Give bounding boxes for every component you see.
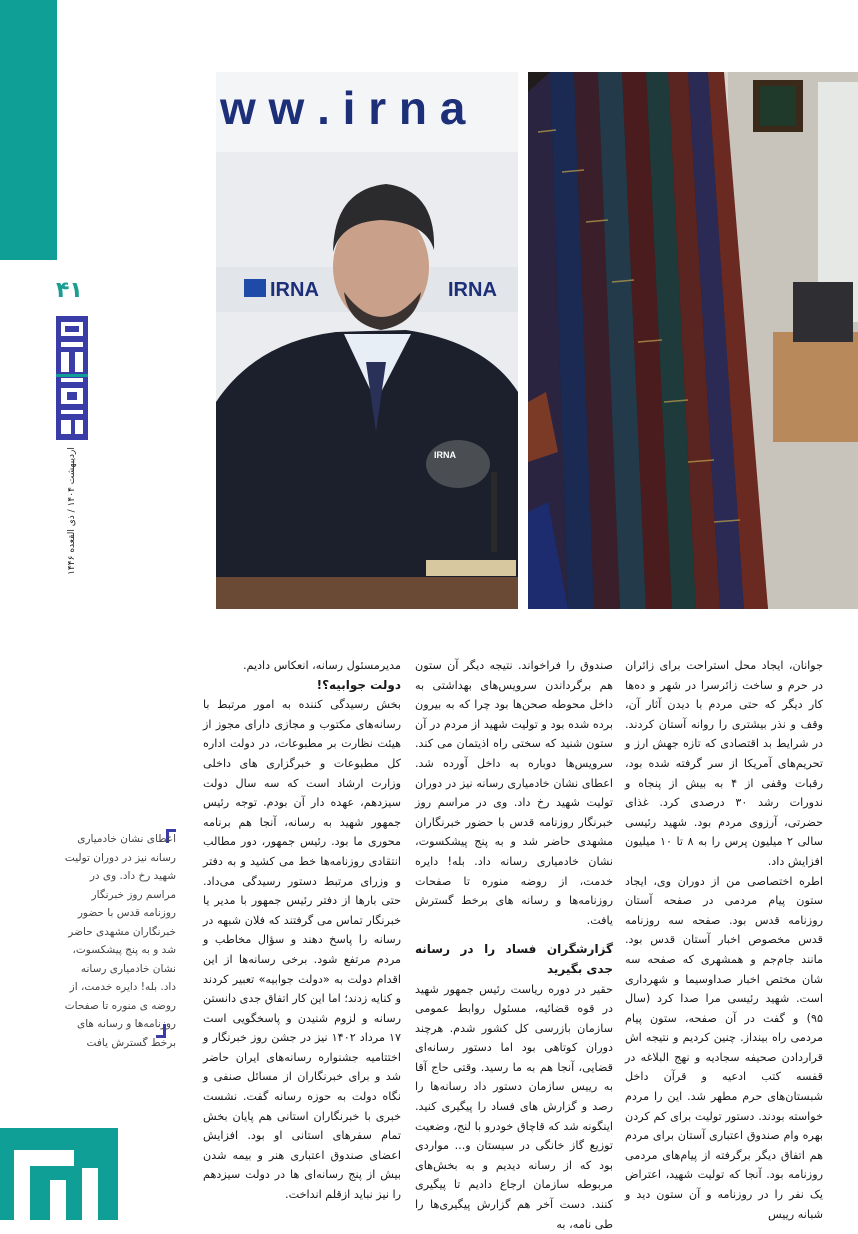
article-column-1 [625, 656, 823, 1224]
paragraph: اطره اختصاصی من از دوران وی، ایجاد ستون پیام مردمی در صفحه آستان روزنامه قدس بود. صفحه سه روزنامه قدس مخصوص اخبار آستان قدس بود. مانند جام‌جم و همشهری که صفحه سه شان مختص اخبار صداوسیما و شهرداری است. شهید رئیسی مرا صدا کرد (سال ۹۵) و گفت در آن صفحه، ستون پیام مردمی راه بینداز. چنین کردیم و نتیجه اش قراردادن صحیفه سجادیه و نهج البلاغه در قفسه کتب ادعیه و قرآن داخل شبستان‌های حرم مطهر شد. این را مردم خواسته بودند. دستور تولیت برای کم کردن بهره وام صندوق اعتباری آستان برای مردم هم اتفاق دیگر برگرفته از پیام‌های مردمی روزنامه بود. آنجا که تولیت شهید، اعتراض یک نفر را در روزنامه و آن ستون دید و شبانه رییس [625, 872, 823, 1225]
corner-brand-icon [0, 1128, 118, 1220]
mic-brand-text: IRNA [434, 450, 456, 460]
article-column-3 [203, 656, 401, 1205]
paragraph: مدیرمسئول رسانه، انعکاس دادیم. [203, 656, 401, 676]
paragraph: جوانان، ایجاد محل استراحت برای زائران در حرم و ساخت زائرسرا در شهر و ده‌ها کار دیگر که حتی مردم با دیدن آثار آن، وقف و نذر بیشتری را روانه آستان کردند. در شرایط بد اقتصادی که تازه جهش ارز و تحریم‌های آمریکا از سر گرفته شده بود، رقبات وقفی از ۴ به بیش از پنجاه و ندورات رشد ۳۰ درصدی کرد. غذای حضرتی، آرزوی مردم بود. شهید رئیسی سالی ۲ میلیون پرس را به ۸ تا ۱۰ میلیون افزایش داد. [625, 656, 823, 872]
magazine-logo-icon [56, 316, 88, 440]
irna-banner-text: w w . i r n a [219, 82, 466, 134]
irna-logo-text: IRNA [270, 279, 319, 301]
photo-bookshelf [528, 72, 858, 609]
section-heading: گزارشگران فساد را در رسانه جدی بگیرید [415, 940, 613, 979]
paragraph: صندوق را فراخواند. نتیجه دیگر آن ستون هم برگرداندن سرویس‌های بهداشتی به داخل محوطه صحن‌ها بود چرا که به بیرون برده شده بود و تولیت شهید از مردم در آن ستون شنید که سختی راه اذیتمان می کند. سرویس‌ها دوباره به داخل آورده شد. اعطای نشان خادمیاری رسانه نیز در دوران تولیت شهید رخ داد. وی در مراسم روز خبرنگار روزنامه قدس با حضور خبرنگاران مشهدی حاضر شد و به پنج پیشکسوت، نشان خادمیاری رسانه داد. بله! دایره خدمت، از روضه منوره تا صفحات روزنامه‌ها و رسانه های برخط گسترش یافت. [415, 656, 613, 930]
photo-official-at-press [216, 72, 518, 609]
teal-accent-bar [0, 0, 57, 260]
page-number: ۴۱ [56, 278, 83, 303]
paragraph: بخش رسیدگی کننده به امور مرتبط با رسانه‌های مکتوب و مجازی دارای مجوز از هیئت نظارت بر مطبوعات، در دولت اداره کل مطبوعات و خبرگزاری های داخلی وزارت ارشاد است که سه سال دولت سیزدهم، عهده دار آن بودم. توجه رئیس جمهور شهید به رسانه، آنجا هم برنامه محوری ما بود. رئیس جمهور، دور مطالب انتقادی روزنامه‌ها خط می کشید و به دفتر و وزرای مرتبط دستور رسیدگی می‌داد. حتی بارها از دفتر رئیس جمهور با مدیر یا خبرنگار تماس می گرفتند که فلان شبهه در رسانه را پاسخ دهند و سؤال مخاطب و مردم مرتفع شود. برخی رسانه‌ها از این اقدام دولت به «دولت جوابیه» تعبیر کردند و کنایه زدند؛ اما این کار اتفاق جدی دانستن رسانه و لزوم شنیدن و پاسخگویی است ۱۷ مرداد ۱۴۰۲ نیز در جشن روز خبرنگار و اختتامیه جشنواره رسانه‌های ایران حاضر شد و برای خبرنگاران از مسائل صنفی و نگاه دولت به حوزه رسانه گفت. نشست خبری با خبرنگاران استانی هم پایان بخش تمام سفرهای استانی او بود. افزایش اعضای صندوق اعتباری هنر و بیمه شدن بیش از پنج رسانه‌ای ها در دولت سیزدهم را نیز نباید ازقلم انداخت. [203, 695, 401, 1204]
pull-quote: اعطای نشان خادمیاری رسانه نیز در دوران تولیت شهید رخ داد. وی در مراسم روز خبرنگار روزنامه قدس با حضور خبرنگاران مشهدی حاضر شد و به پنج پیشکسوت، نشان خادمیاری رسانه داد. بله! دایره خدمت، از روضه ی منوره تا صفحات روزنامه‌ها و رسانه های برخط گسترش یافت [62, 830, 176, 1052]
issue-date: اردیبهشت ۱۴۰۴ / ذی القعده ۱۴۴۶ [58, 446, 86, 576]
paragraph: حقیر در دوره ریاست رئیس جمهور شهید در قوه قضائیه، مسئول روابط عمومی سازمان بازرسی کل کشور شدم. هرچند دوران کوتاهی بود اما دستور رسانه‌ای قضایی، آنجا هم به ما رسید. وقتی حاج آقا به رییس سازمان دستور داد رسانه‌ها را رصد و گزارش های فساد را پیگیری کنید. اینگونه شد که قاچاق خودرو با لنج، وضعیت توزیع گاز خانگی در سیستان و... مواردی بود که از رسانه دیدیم و به بخش‌های مربوطه سازمان ارجاع دادیم تا پیگیری کنند. دست آخر هم گزارش پیگیری‌ها را طی نامه، به [415, 980, 613, 1234]
article-column-2 [415, 656, 613, 1234]
section-heading: دولت جوابیه؟! [203, 676, 401, 696]
quote-mark-bottom-icon [156, 1024, 166, 1038]
irna-logo-text-2: IRNA [448, 279, 497, 301]
